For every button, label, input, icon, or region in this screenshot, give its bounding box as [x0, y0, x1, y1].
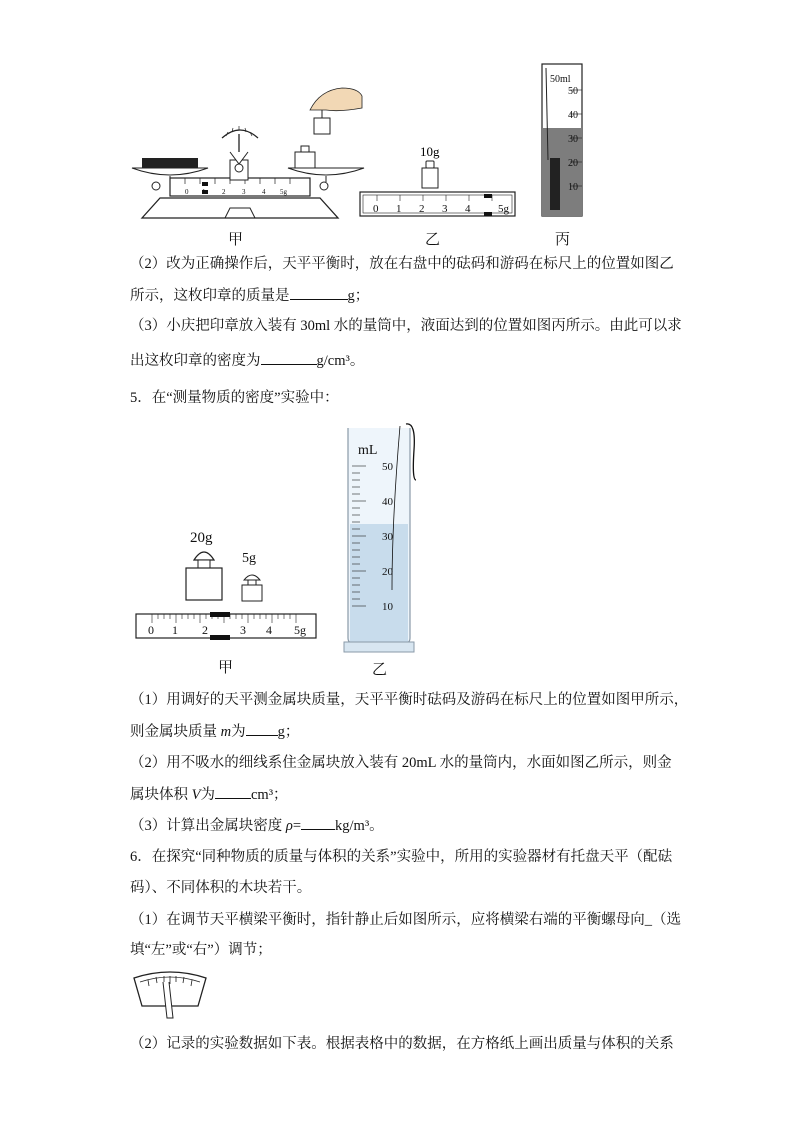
q6-part2-line1: （2）记录的实验数据如下表。根据表格中的数据，在方格纸上画出质量与体积的关系 — [130, 1036, 674, 1052]
weight-label-10g: 10g — [420, 144, 440, 159]
svg-text:1: 1 — [202, 188, 206, 196]
svg-text:2: 2 — [419, 203, 425, 215]
var-v: V — [191, 787, 201, 803]
q5-part1-text2: 为 — [231, 724, 246, 740]
svg-text:20: 20 — [382, 566, 393, 578]
answer-blank[interactable] — [290, 285, 348, 300]
q5-part1-text: 则金属块质量 — [130, 724, 221, 740]
q5-part2-text: 属块体积 — [130, 787, 192, 803]
svg-text:3: 3 — [442, 203, 448, 215]
large-cylinder-diagram — [344, 424, 416, 652]
q5-part1-unit: g； — [277, 724, 300, 740]
q4-part3-line1: （3）小庆把印章放入装有 30ml 水的量筒中，液面达到的位置如图丙所示。由此可以求 — [130, 318, 682, 334]
q6-title-line1: 6．在探究“同种物质的质量与体积的关系”实验中，所用的实验器材有托盘天平（配砝 — [130, 849, 673, 865]
cylinder-unit: mL — [358, 443, 378, 458]
q5-part3-unit: kg/m³。 — [335, 818, 384, 834]
svg-text:2: 2 — [202, 623, 208, 637]
answer-blank[interactable] — [215, 784, 251, 799]
q5-part2-line1: （2）用不吸水的细线系住金属块放入装有 20mL 水的量筒内，水面如图乙所示，则金 — [130, 755, 672, 771]
svg-text:0: 0 — [373, 203, 379, 215]
svg-text:4: 4 — [266, 623, 272, 637]
figure-q5 — [130, 420, 450, 680]
q4-part3-text: 出这枚印章的密度为 — [130, 353, 261, 369]
q6-part1-line1: （1）在调节天平横梁平衡时，指针静止后如图所示，应将横梁右端的平衡螺母向_（选 — [130, 912, 681, 928]
q4-part2-line2 — [130, 285, 369, 306]
q4-part2-unit: g； — [347, 288, 370, 304]
svg-text:50: 50 — [382, 461, 393, 473]
figure-label-yi: 乙 — [425, 232, 441, 248]
pointer-dial-diagram — [130, 968, 210, 1024]
svg-text:2: 2 — [222, 188, 226, 196]
svg-text:50: 50 — [568, 86, 578, 97]
svg-text:40: 40 — [568, 110, 578, 121]
q5-part3-text: （3）计算出金属块密度 — [130, 818, 286, 834]
q5-figure-label-yi: 乙 — [372, 662, 388, 678]
q5-part1-line2 — [130, 721, 299, 742]
svg-text:0: 0 — [185, 188, 189, 196]
figure-label-bing: 丙 — [555, 232, 571, 248]
svg-text:50ml: 50ml — [550, 74, 571, 85]
svg-text:4: 4 — [262, 188, 266, 196]
q5-part3-eq: = — [292, 818, 302, 834]
svg-text:0: 0 — [148, 623, 154, 637]
weight-label-20g: 20g — [190, 530, 213, 546]
svg-text:40: 40 — [382, 496, 393, 508]
balance-diagram — [132, 88, 364, 218]
q5-part3-line — [130, 815, 384, 836]
figure-balance-set — [130, 60, 600, 250]
q4-part3-unit: g/cm³。 — [316, 353, 365, 369]
svg-text:4: 4 — [465, 203, 471, 215]
svg-text:10: 10 — [568, 182, 578, 193]
q5-title: 5．在“测量物质的密度”实验中： — [130, 390, 339, 406]
q5-part2-line2 — [130, 784, 288, 805]
answer-blank[interactable] — [261, 350, 317, 365]
q5-part2-text2: 为 — [200, 787, 215, 803]
q4-part3-line2 — [130, 350, 364, 371]
svg-text:10: 10 — [382, 601, 393, 613]
slider-scale-diagram — [360, 144, 515, 216]
q6-title-line2: 码）、不同体积的木块若干。 — [130, 880, 312, 896]
weights-and-ruler-diagram — [136, 530, 316, 640]
svg-text:5g: 5g — [498, 203, 509, 215]
svg-text:30: 30 — [568, 134, 578, 145]
q6-part1-line2: 填“左”或“右”）调节； — [130, 942, 272, 958]
q5-part1-line1: （1）用调好的天平测金属块质量，天平平衡时砝码及游码在标尺上的位置如图甲所示， — [130, 692, 689, 708]
svg-text:20: 20 — [568, 158, 578, 169]
figure-label-jia: 甲 — [228, 232, 244, 248]
weight-label-5g: 5g — [242, 551, 256, 566]
var-rho: ρ — [285, 818, 293, 834]
answer-blank[interactable] — [301, 815, 335, 830]
svg-text:3: 3 — [240, 623, 246, 637]
svg-text:5g: 5g — [294, 623, 306, 637]
q5-figure-label-jia: 甲 — [218, 660, 234, 676]
svg-text:5g: 5g — [280, 188, 287, 196]
q4-part2-line1: （2）改为正确操作后，天平平衡时，放在右盘中的砝码和游码在标尺上的位置如图乙 — [130, 256, 674, 272]
small-cylinder-diagram — [542, 64, 582, 216]
q4-part2-text: 所示，这枚印章的质量是 — [130, 288, 290, 304]
answer-blank[interactable] — [246, 721, 278, 736]
svg-text:1: 1 — [172, 623, 178, 637]
q5-part2-unit: cm³； — [250, 787, 288, 803]
svg-text:1: 1 — [396, 203, 402, 215]
svg-text:3: 3 — [242, 188, 246, 196]
var-m: m — [220, 724, 232, 740]
svg-text:30: 30 — [382, 531, 393, 543]
